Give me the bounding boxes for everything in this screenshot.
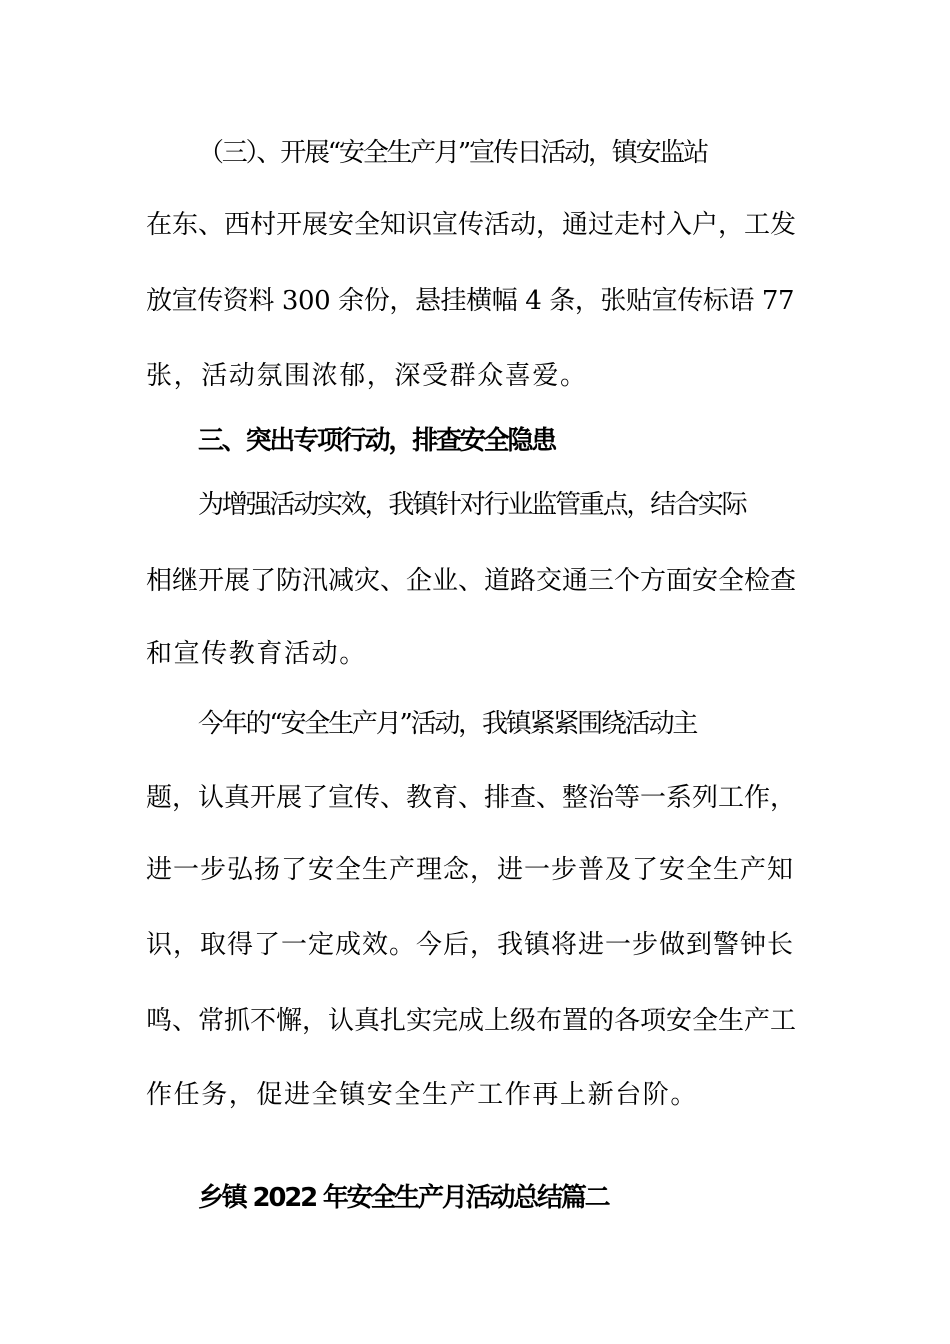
paragraph-line: 相继开展了防汛减灾、企业、道路交通三个方面安全检查: [146, 566, 797, 596]
paragraph-line: 和宣传教育活动。: [146, 639, 367, 669]
section-heading: 三、突出专项行动，排查安全隐患: [198, 426, 556, 456]
paragraph-line: 张，活动氛围浓郁，深受群众喜爱。: [146, 361, 588, 391]
paragraph-line: 作任务，促进全镇安全生产工作再上新台阶。: [146, 1080, 699, 1110]
paragraph-line: 今年的“安全生产月”活动，我镇紧紧围绕活动主: [198, 709, 697, 739]
paragraph-line: 鸣、常抓不懈，认真扎实完成上级布置的各项安全生产工: [146, 1006, 797, 1036]
paragraph-line: （三）、开展“安全生产月”宣传日活动，镇安监站: [198, 138, 707, 168]
paragraph-line: 识，取得了一定成效。今后，我镇将进一步做到警钟长: [146, 930, 795, 960]
paragraph-line: 放宣传资料 300 余份，悬挂横幅 4 条，张贴宣传标语 77: [146, 286, 795, 316]
paragraph-line: 进一步弘扬了安全生产理念，进一步普及了安全生产知: [146, 855, 795, 885]
paragraph-line: 题，认真开展了宣传、教育、排查、整治等一系列工作，: [146, 783, 797, 813]
paragraph-line: 为增强活动实效，我镇针对行业监管重点，结合实际: [198, 490, 746, 520]
document-title: 乡镇 2022 年安全生产月活动总结篇二: [198, 1183, 609, 1213]
paragraph-line: 在东、西村开展安全知识宣传活动，通过走村入户，工发: [146, 210, 797, 240]
